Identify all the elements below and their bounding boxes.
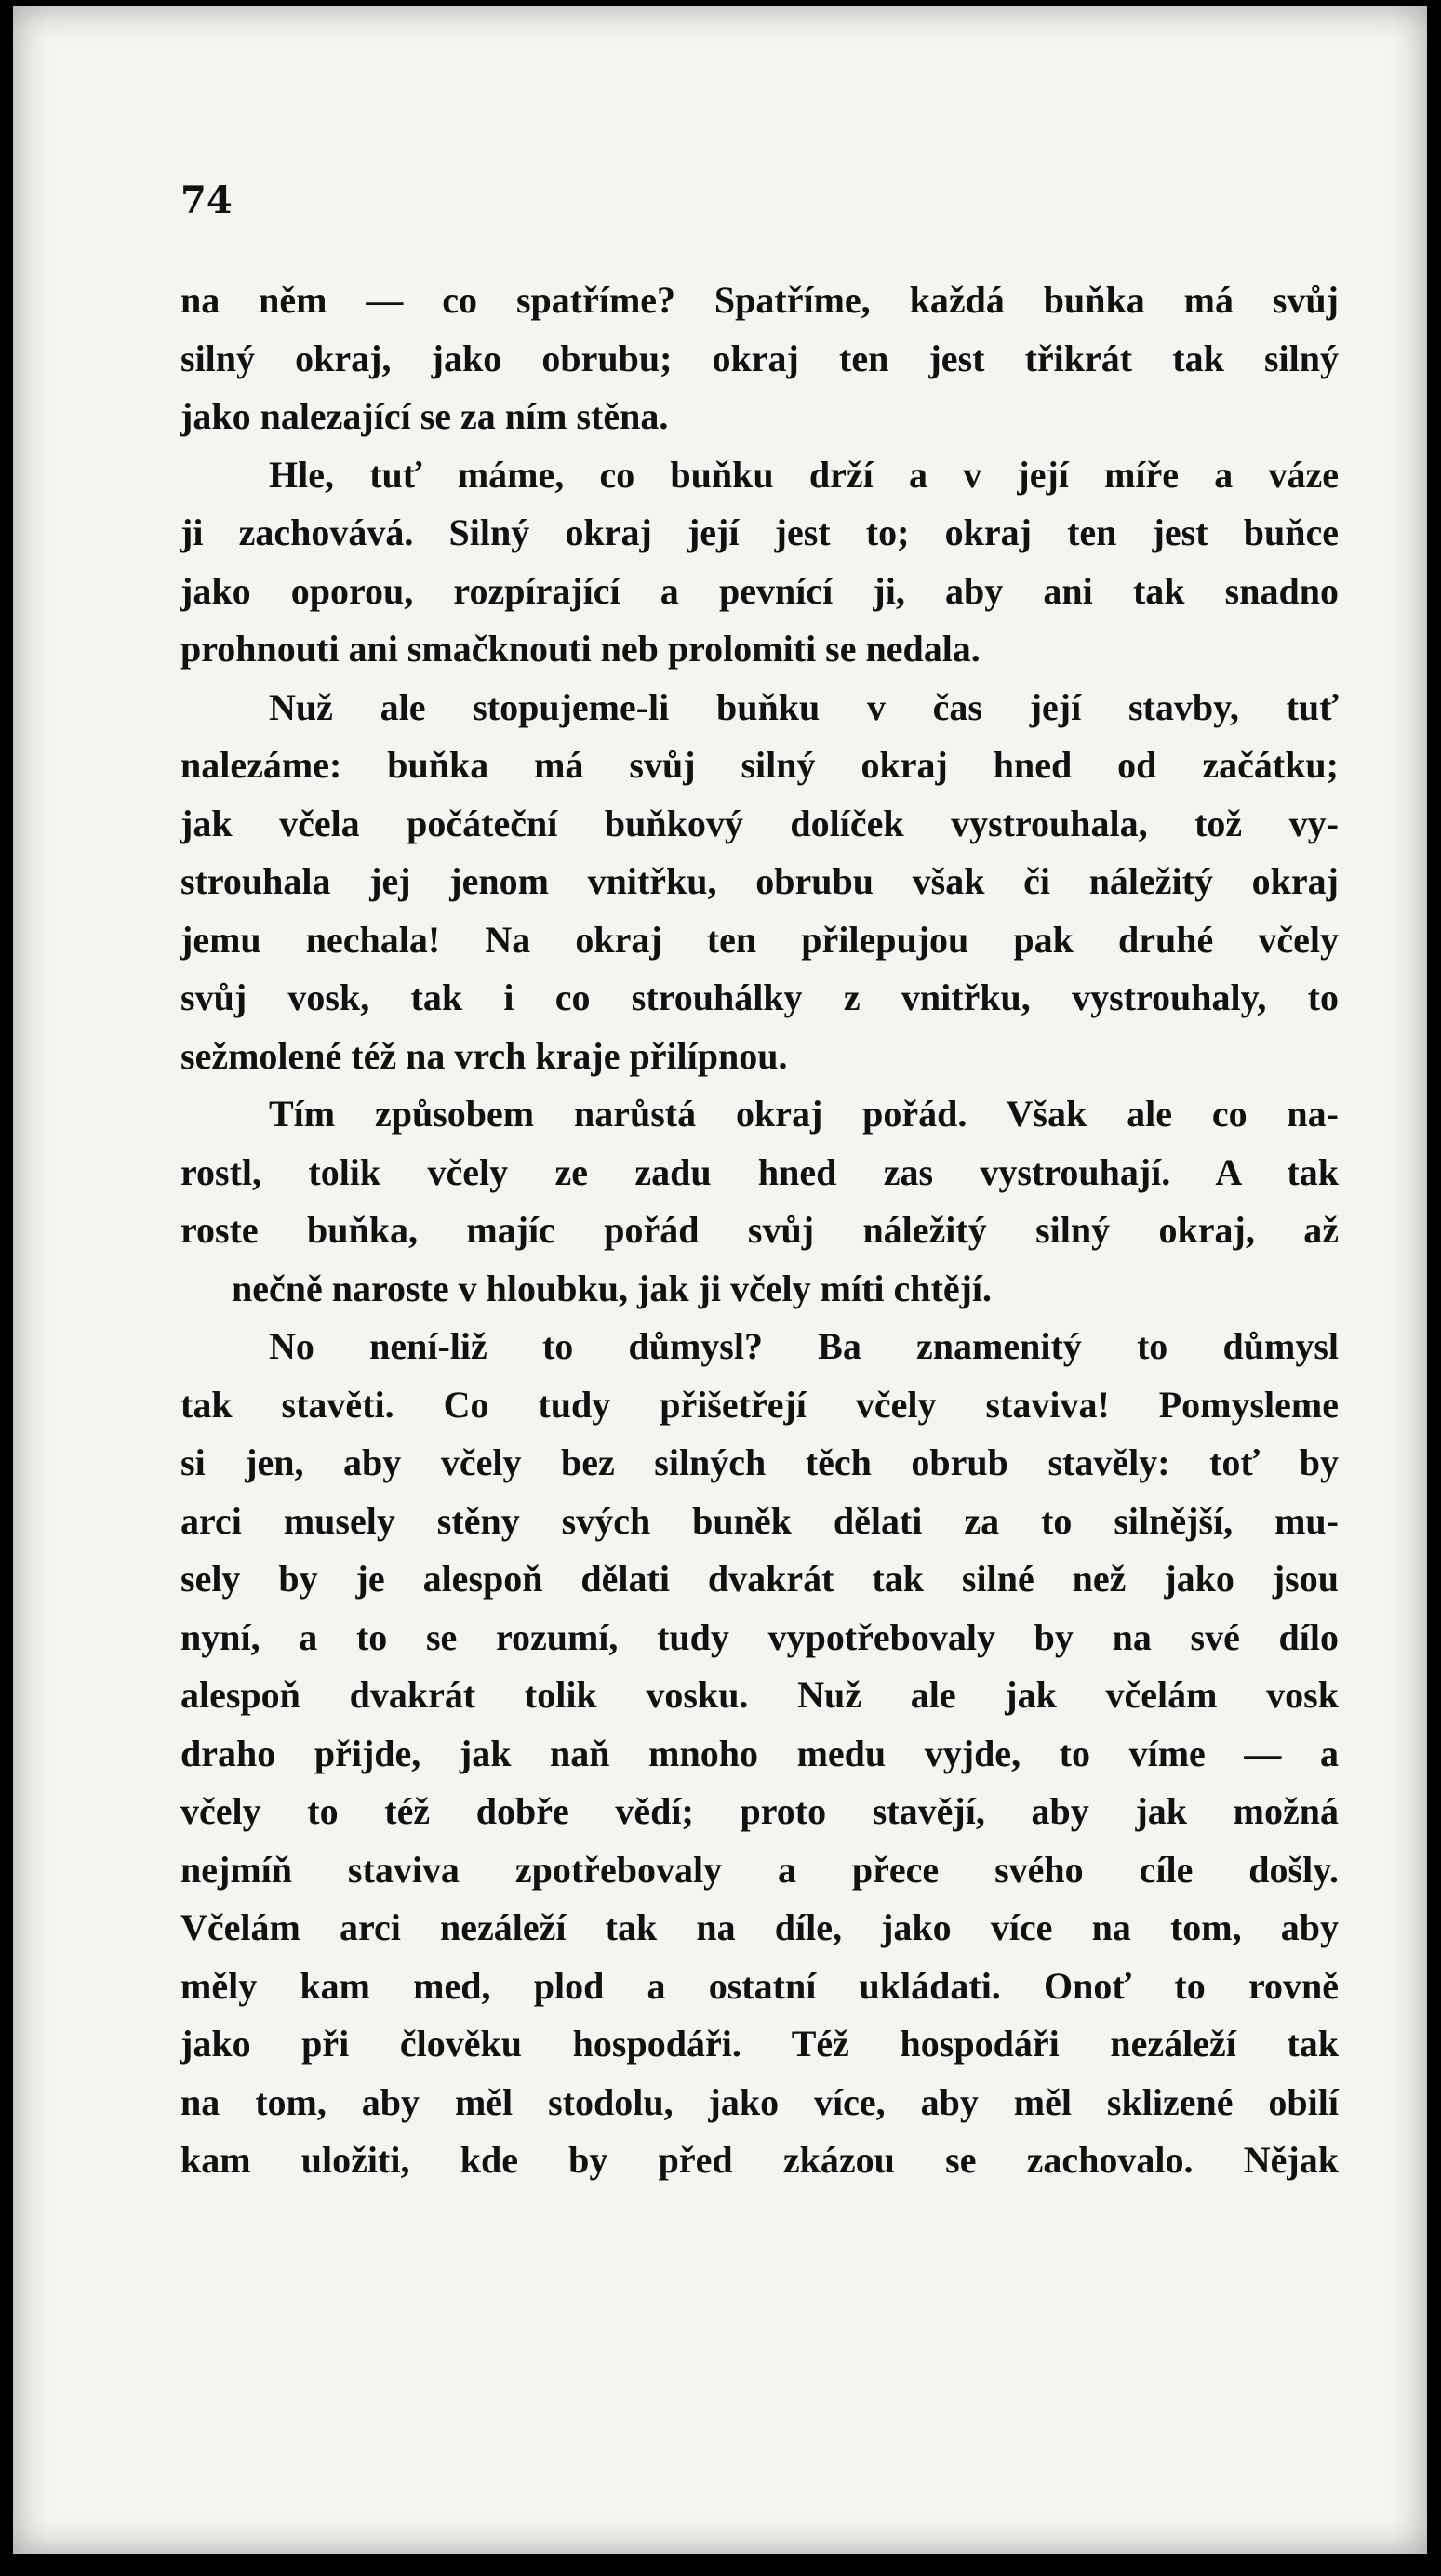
text-line: prohnouti ani smačknouti neb prolomiti se nedala. <box>180 628 981 670</box>
text-line: jako nalezající se za ním stěna. <box>180 395 669 437</box>
text-line: ji zachovává. Silný okraj její jest to; okraj ten jest buňce <box>180 511 1339 553</box>
text-line: jako oporou, rozpírající a pevnící ji, aby ani tak snadno <box>180 569 1339 612</box>
text-line: Včelám arci nezáleží tak na díle, jako více na tom, aby <box>180 1906 1339 1948</box>
book-page <box>13 6 1427 2554</box>
text-line: si jen, aby včely bez silných těch obrub stavěly: toť by <box>180 1441 1339 1483</box>
text-line: rostl, tolik včely ze zadu hned zas vystrouhají. A tak <box>180 1150 1339 1193</box>
text-line: No není-liž to důmysl? Ba znamenitý to důmysl <box>269 1325 1339 1367</box>
text-line: na něm — co spatříme? Spatříme, každá buňka má svůj <box>180 279 1339 321</box>
text-line: arci musely stěny svých buněk dělati za to silnější, mu- <box>180 1499 1339 1542</box>
text-line: svůj vosk, tak i co strouhálky z vnitřku, vystrouhaly, to <box>180 976 1339 1018</box>
text-line: jak včela počáteční buňkový dolíček vystrouhala, tož vy- <box>180 802 1339 844</box>
text-line: nečně naroste v hloubku, jak ji včely míti chtějí. <box>232 1267 993 1309</box>
text-line: roste buňka, majíc pořád svůj náležitý silný okraj, až <box>180 1209 1339 1251</box>
text-line: jako při člověku hospodáři. Též hospodáři nezáleží tak <box>180 2023 1339 2065</box>
text-line: silný okraj, jako obrubu; okraj ten jest třikrát tak silný <box>180 337 1339 379</box>
page-number: 74 <box>180 179 233 222</box>
text-line: strouhala jej jenom vnitřku, obrubu však či náležitý okraj <box>180 860 1339 902</box>
body-text <box>180 272 1339 2190</box>
text-line: kam uložiti, kde by před zkázou se zachovalo. Nějak <box>180 2139 1339 2181</box>
text-line: draho přijde, jak naň mnoho medu vyjde, to víme — a <box>180 1732 1339 1774</box>
text-line: jemu nechala! Na okraj ten přilepujou pak druhé včely <box>180 918 1339 961</box>
text-line: tak stavěti. Co tudy přišetřejí včely staviva! Pomysleme <box>180 1383 1339 1426</box>
text-line: včely to též dobře vědí; proto stavějí, aby jak možná <box>180 1790 1339 1832</box>
text-line: měly kam med, plod a ostatní ukládati. Onoť to rovně <box>180 1964 1339 2007</box>
text-line: sežmolené též na vrch kraje přilípnou. <box>180 1034 788 1077</box>
text-line: nejmíň staviva zpotřebovaly a přece svého cíle došly. <box>180 1848 1339 1891</box>
text-line: Tím způsobem narůstá okraj pořád. Však ale co na- <box>269 1093 1339 1135</box>
text-line: nalezáme: buňka má svůj silný okraj hned od začátku; <box>180 744 1339 786</box>
text-line: alespoň dvakrát tolik vosku. Nuž ale jak včelám vosk <box>180 1674 1339 1716</box>
text-line: Hle, tuť máme, co buňku drží a v její míře a váze <box>269 453 1339 496</box>
text-line: sely by je alespoň dělati dvakrát tak silné než jako jsou <box>180 1558 1339 1600</box>
text-line: Nuž ale stopujeme-li buňku v čas její stavby, tuť <box>269 685 1339 728</box>
text-line: na tom, aby měl stodolu, jako více, aby měl sklizené obilí <box>180 2080 1339 2123</box>
text-line: nyní, a to se rozumí, tudy vypotřebovaly by na své dílo <box>180 1615 1339 1658</box>
